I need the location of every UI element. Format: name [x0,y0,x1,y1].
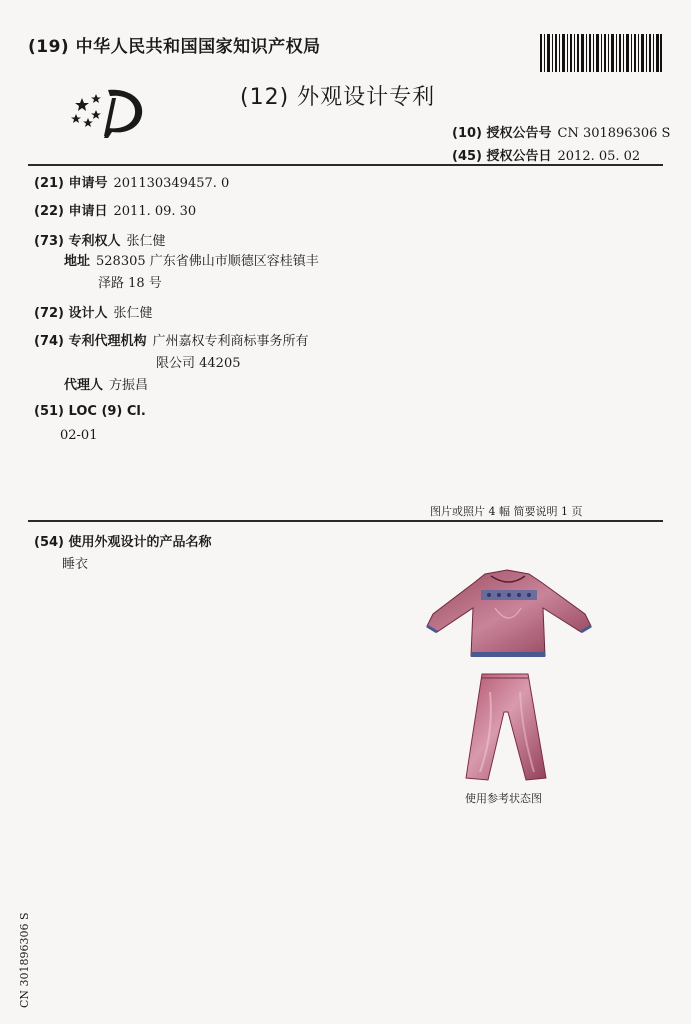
application-number-value: 201130349457. 0 [113,176,230,191]
publication-number-value: CN 301896306 S [557,126,671,141]
publication-number [452,122,670,141]
agent-label: 代理人 [64,378,104,393]
top-divider [28,164,663,166]
address-line-1: 528305 广东省佛山市顺德区容桂镇丰 [96,254,319,269]
publication-date-value: 2012. 05. 02 [557,149,641,164]
pajama-pants-image [460,672,550,784]
patent-agency-line-2: 限公司 44205 [156,356,241,371]
agent [64,374,148,393]
designer-value: 张仁健 [113,306,153,321]
patent-agency [34,330,309,349]
publication-date-label: (45) 授权公告日 [452,149,552,164]
address-label: 地址 [64,254,91,269]
office-name: (19) 中华人民共和国国家知识产权局 [28,37,321,57]
loc-classification-value: 02-01 [60,428,98,443]
application-number-label: (21) 申请号 [34,176,108,191]
pajama-top-image [425,568,593,662]
barcode-icon [540,34,662,72]
vertical-document-number [18,898,32,1008]
agent-value: 方振昌 [109,378,149,393]
address-line-2: 泽路 18 号 [98,276,162,291]
figure-caption: 使用参考状态图 [465,792,542,805]
application-number [34,172,229,191]
loc-classification-label: (51) LOC (9) Cl. [34,404,146,419]
product-name-heading [34,531,212,550]
designer-label: (72) 设计人 [34,306,108,321]
patentee-value: 张仁健 [126,234,166,249]
product-name-value: 睡衣 [62,557,89,572]
bottom-divider [28,520,663,522]
pages-note: 图片或照片 4 幅 简要说明 1 页 [430,505,583,518]
patentee [34,230,166,249]
patent-agency-label: (74) 专利代理机构 [34,334,147,349]
document-type-title: (12) 外观设计专利 [240,85,436,110]
application-date [34,200,196,219]
patentee-label: (73) 专利权人 [34,234,121,249]
patent-agency-line-1: 广州嘉权专利商标事务所有 [152,334,309,349]
sipo-logo-icon [68,84,148,140]
publication-date [452,145,640,164]
address [64,250,319,269]
application-date-value: 2011. 09. 30 [113,204,197,219]
designer [34,302,153,321]
application-date-label: (22) 申请日 [34,204,108,219]
product-name-label: (54) 使用外观设计的产品名称 [34,535,212,550]
publication-number-label: (10) 授权公告号 [452,126,552,141]
loc-classification [34,404,146,419]
vertical-document-number-text: CN 301896306 S [18,912,31,1008]
